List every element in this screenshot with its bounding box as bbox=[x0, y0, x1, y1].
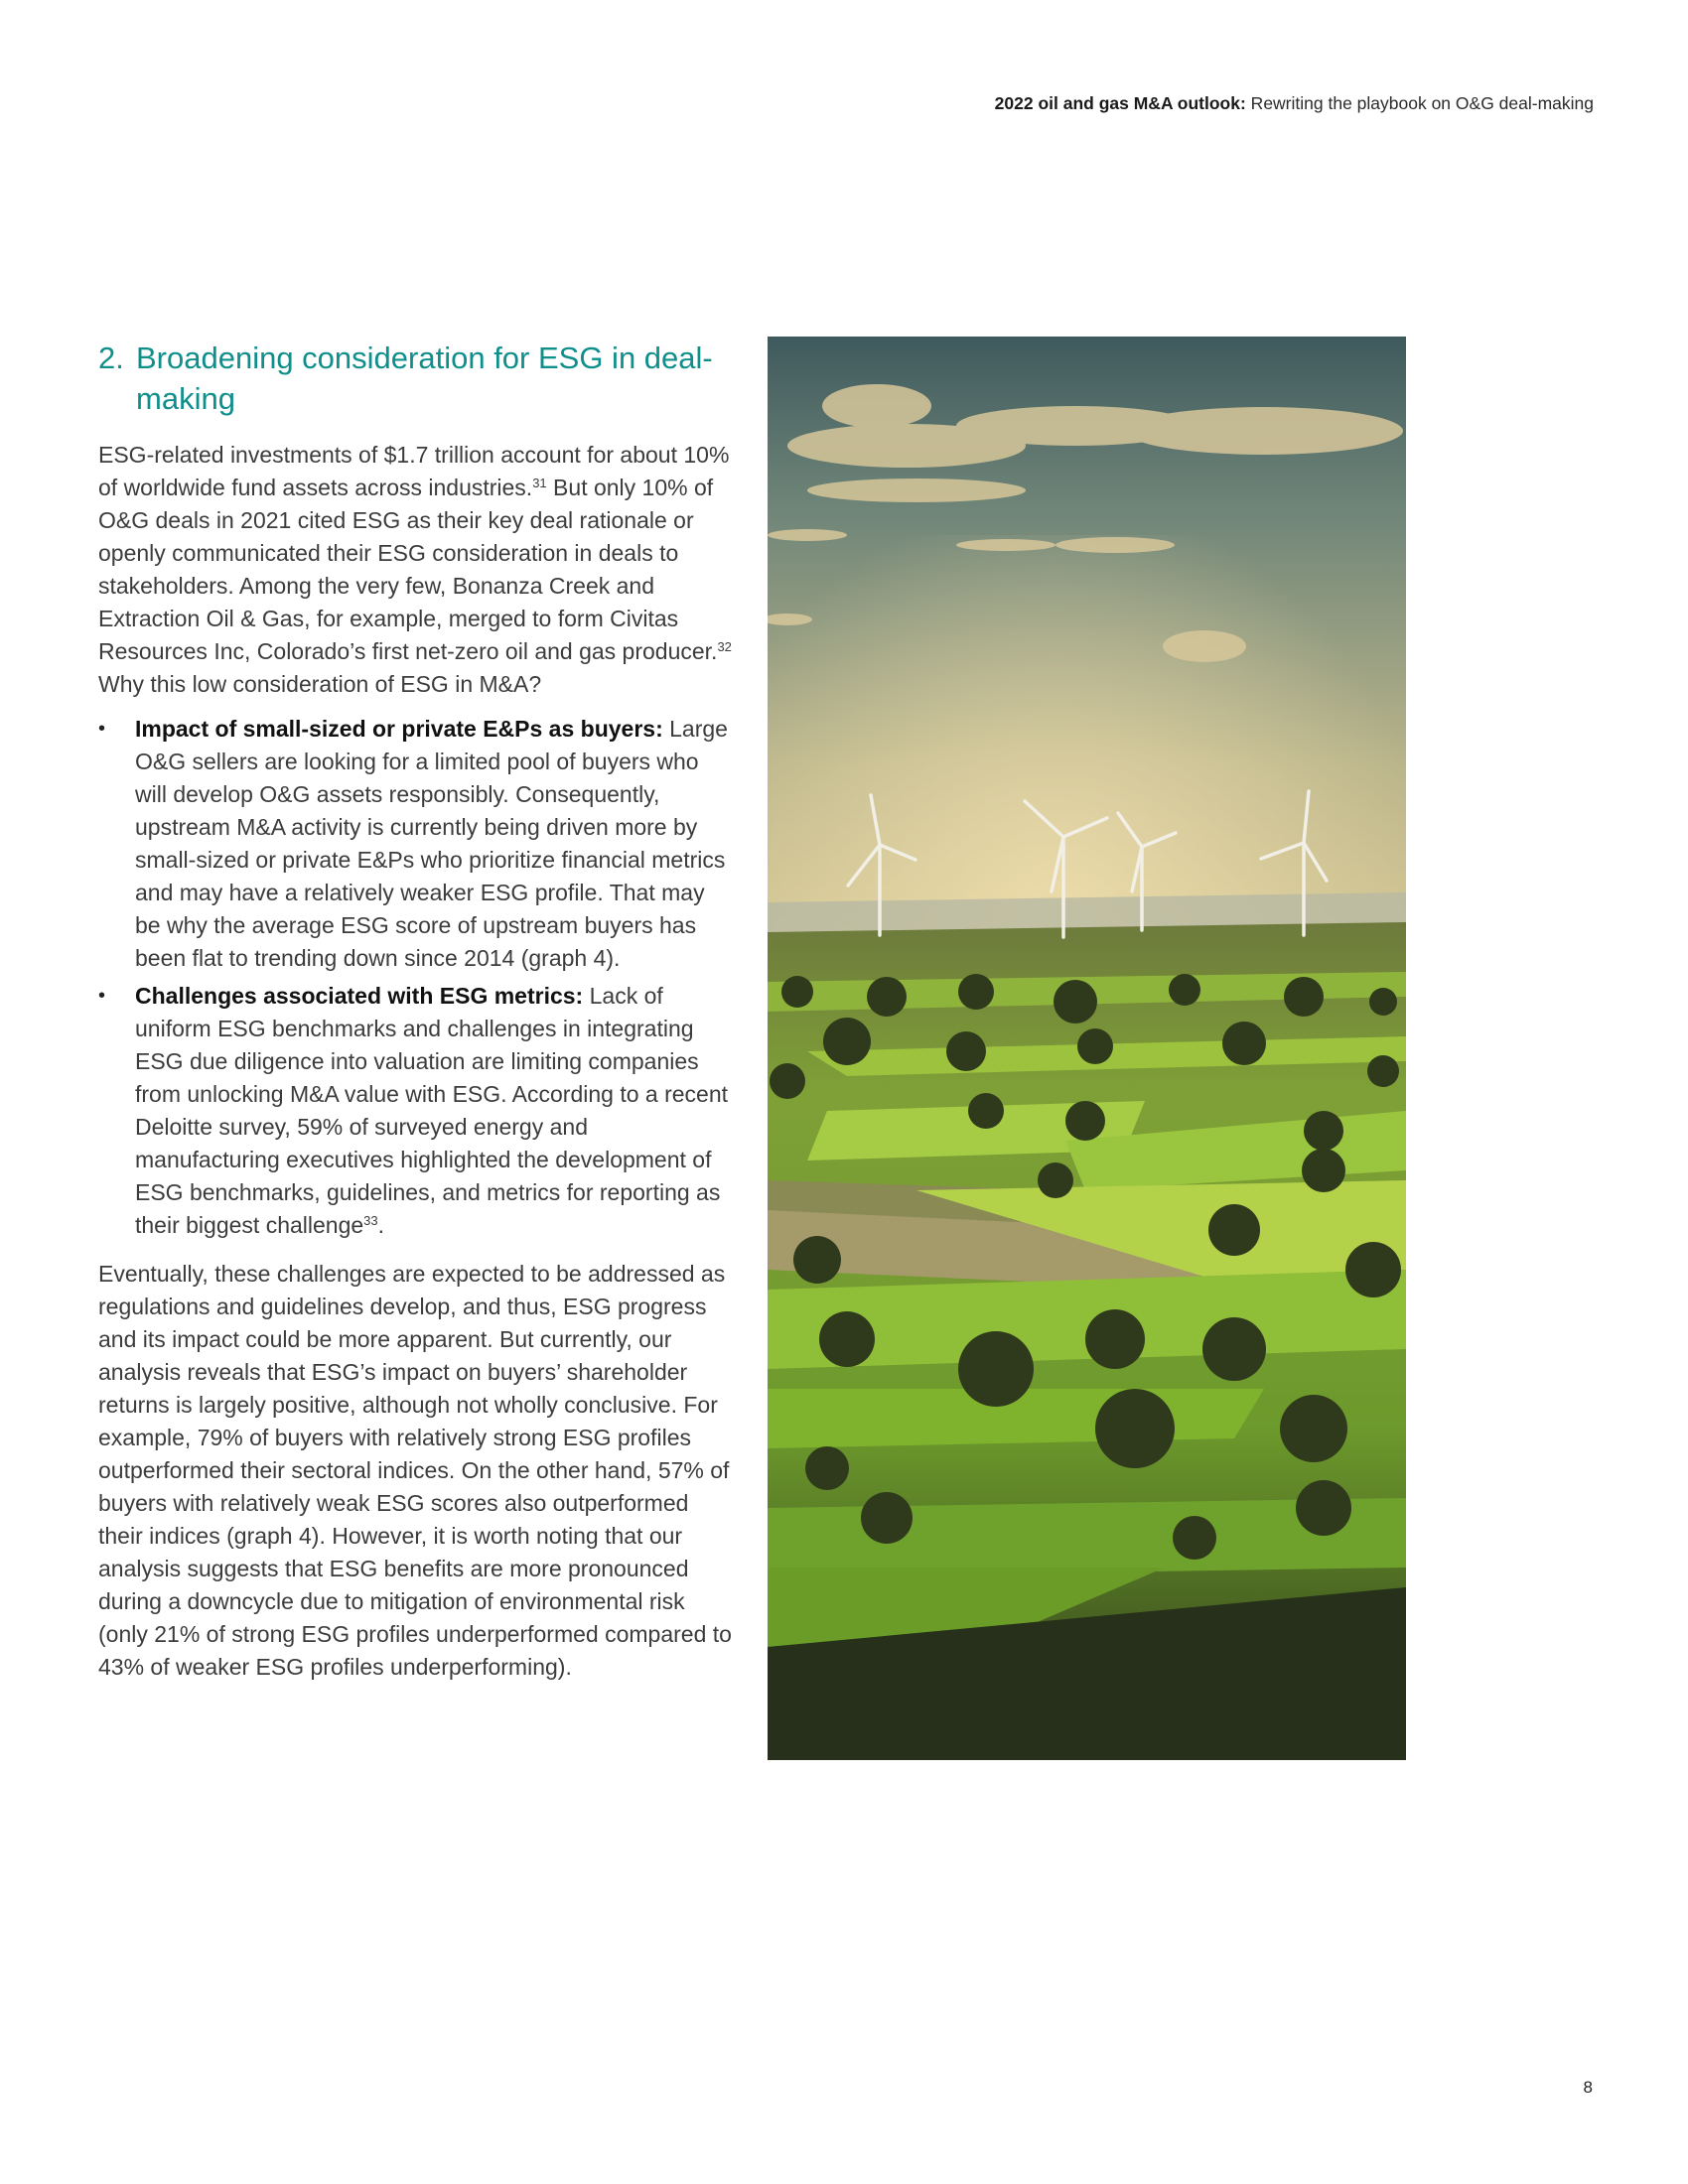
bullet-text: Large O&G sellers are looking for a limited pool of buyers who will develop O&G assets responsibly. Consequently, upstream M&A activity is currently being driven more by small-sized or private E&Ps who prioritize financial metrics and may have a relatively weaker ESG profile. That may be why the average ESG score of upstream buyers has been flat to trending down since 2014 (graph 4). bbox=[135, 716, 728, 971]
footnote-ref-33[interactable]: 33 bbox=[363, 1213, 378, 1228]
running-header-subtitle: Rewriting the playbook on O&G deal-making bbox=[1245, 93, 1594, 113]
footnote-ref-32[interactable]: 32 bbox=[717, 639, 732, 654]
bullet-text: Lack of uniform ESG benchmarks and challenges in integrating ESG due diligence into valuation are limiting companies from unlocking M&A value with ESG. According to a recent Deloitte survey, 59% of surveyed energy and manufacturing executives highlighted the development of ESG benchmarks, guidelines, and metrics for reporting as their biggest challenge bbox=[135, 983, 729, 1238]
bullet-dot: • bbox=[98, 718, 106, 740]
section-title: Broadening consideration for ESG in deal-making bbox=[136, 341, 713, 416]
bullet-item-metrics bbox=[98, 980, 736, 1242]
footnote-ref-31[interactable]: 31 bbox=[532, 476, 547, 490]
article-body bbox=[98, 338, 736, 1696]
wind-turbine-landscape-photo bbox=[768, 337, 1406, 1760]
bullet-item-buyers bbox=[98, 713, 736, 975]
running-header bbox=[995, 93, 1594, 114]
intro-text-c: Why this low consideration of ESG in M&A? bbox=[98, 671, 542, 697]
intro-paragraph bbox=[98, 439, 736, 701]
bullet-list bbox=[98, 713, 736, 1242]
intro-text-b: But only 10% of O&G deals in 2021 cited ESG as their key deal rationale or openly communicated their ESG consideration in deals to stakeholders. Among the very few, Bonanza Creek and Extraction Oil & Gas, for example, merged to form Civitas Resources Inc, Colorado’s first net-zero oil and gas producer. bbox=[98, 475, 718, 664]
section-number: 2. bbox=[98, 341, 124, 375]
bullet-lead: Challenges associated with ESG metrics: bbox=[135, 983, 584, 1009]
closing-paragraph: Eventually, these challenges are expected to be addressed as regulations and guidelines develop, and thus, ESG progress and its impact could be more apparent. But currently, our analysis reveals that ESG’s impact on buyers’ shareholder returns is largely positive, although not wholly conclusive. For example, 79% of buyers with relatively strong ESG profiles outperformed their sectoral indices. On the other hand, 57% of buyers with relatively weak ESG scores also outperformed their indices (graph 4). However, it is worth noting that our analysis suggests that ESG benefits are more pronounced during a downcycle due to mitigation of environmental risk (only 21% of strong ESG profiles underperformed compared to 43% of weaker ESG profiles underperforming). bbox=[98, 1261, 732, 1680]
bullet-dot: • bbox=[98, 985, 106, 1007]
section-heading bbox=[98, 338, 736, 419]
bullet-tail: . bbox=[377, 1212, 385, 1238]
landscape-illustration bbox=[768, 337, 1406, 1760]
bullet-lead: Impact of small-sized or private E&Ps as buyers: bbox=[135, 716, 663, 742]
intro-text-a: ESG-related investments of $1.7 trillion account for about 10% of worldwide fund assets across industries. bbox=[98, 442, 730, 500]
running-header-bold: 2022 oil and gas M&A outlook: bbox=[994, 93, 1246, 113]
page-number: 8 bbox=[1583, 2078, 1593, 2097]
